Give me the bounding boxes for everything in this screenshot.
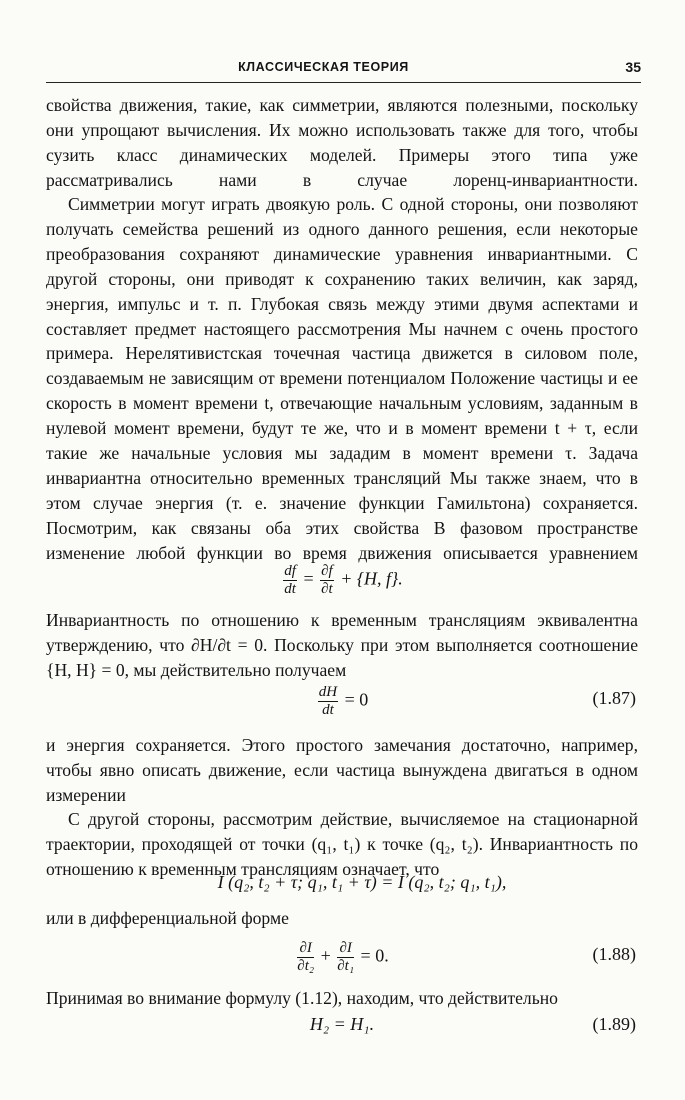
paragraph-6: или в дифференциальной форме: [46, 908, 289, 928]
poisson-bracket: + {H, f}.: [340, 568, 403, 589]
paragraph-5: С другой стороны, рассмотрим действие, вычисляемое на стационарной траектории, проходящей от точки (q₁, t₁) к точке (q₂, t₂). Инвариантность по отношению к временным трансляциям означает, что: [46, 809, 638, 879]
running-title: КЛАССИЧЕСКАЯ ТЕОРИЯ: [238, 60, 409, 74]
fraction-dI-dt2: $\frac{\partial I}{\text{∂t₂}}$: [297, 940, 315, 974]
equation-number-1-88: (1.88): [592, 944, 636, 964]
paragraph-3: Инвариантность по отношению к временным трансляциям эквивалентна утверждению, что ∂H/∂t = 0. Поскольку при этом выполняется соотношение {H, H} = 0, мы действительно получаем: [46, 610, 638, 680]
fraction-df-dt: $\frac{df}{dt}$: [284, 563, 296, 597]
paragraph-2: Симметрии могут играть двоякую роль. С одной стороны, они позволяют получать семейства решений из одного данного решения, если некоторые преобразования сохраняют динамические уравнения инвариантными. С другой стороны, они приводят к сохранению таких величин, как заряд, энергия, импульс и т. п. Глубокая связь между этими двумя аспектами и составляет предмет настоящего рассмотрения Мы начнем с очень простого примера. Нерелятивистская точечная частица движется в силовом поле, создаваемым не зависящим от времени потенциалом Положение частицы и ее скорость в момент времени t, отвечающие начальным условиям, заданным в нулевой момент времени, будут те же, что и в момент времени t + τ, если такие же начальные условия мы зададим в момент времени τ. Задача инвариантна относительно временных трансляций Мы также знаем, что в этом случае энергия (т. е. значение функции Гамильтона) сохраняется. Посмотрим, как связаны оба этих свойства В фазовом пространстве изменение любой функции во время движения описывается уравнением: [46, 194, 638, 563]
paragraph-1: свойства движения, такие, как симметрии, являются полезными, поскольку они упрощают вычисления. Их можно использовать также для того, чтобы сузить класс динамических моделей. Примеры этого типа уже рассматривались нами в случае лоренц-инвариантности.: [46, 95, 638, 190]
equation-1-89: H₂ = H₁. (1.89): [309, 1014, 636, 1034]
paragraph-7: Принимая во внимание формулу (1.12), находим, что действительно: [46, 988, 558, 1008]
equation-1-88: $\frac{\partial I}{\text{∂t₂}}$ + $\frac{\partial I}{\text{∂t₁}}$ = 0. (1.88): [297, 940, 636, 974]
fraction-partial-f-t: $\frac{\partial f}{\partial t}$: [321, 563, 333, 597]
equation-action-invariance: I (q₂, t₂ + τ; q₁, t₁ + τ) = I (q₂, t₂; q₁, t₁),: [217, 872, 507, 892]
fraction-dI-dt1: $\frac{\partial I}{\text{∂t₁}}$: [337, 940, 355, 974]
fraction-dH-dt: $\frac{dH}{dt}$: [318, 684, 338, 718]
equation-df-dt: $\frac{df}{dt}$ = $\frac{\partial f}{\partial t}$ + {H, f}.: [284, 563, 403, 597]
page-number: 35: [625, 59, 641, 75]
equation-number-1-87: (1.87): [592, 688, 636, 708]
page-header: [46, 58, 641, 83]
equation-1-87: $\frac{dH}{dt}$ = 0 (1.87): [318, 684, 636, 718]
equation-number-1-89: (1.89): [592, 1014, 636, 1034]
paragraph-4: и энергия сохраняется. Этого простого замечания достаточно, например, чтобы явно описать движение, если частица вынуждена двигаться в одном измерении: [46, 735, 638, 805]
